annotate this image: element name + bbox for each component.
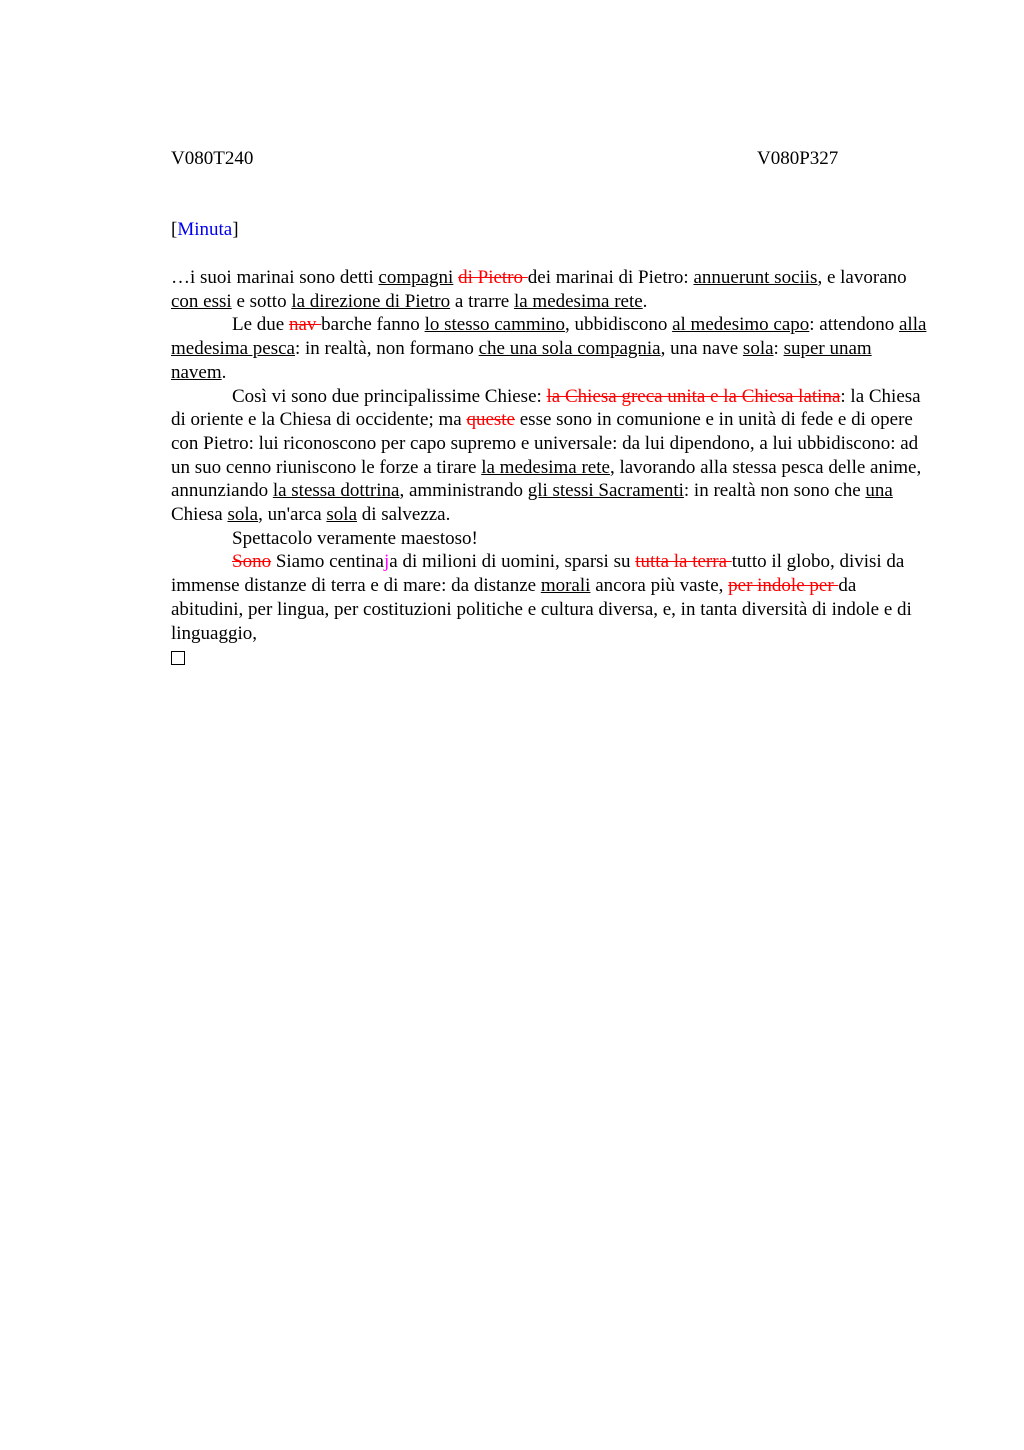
text-span: : la Chiesa di oriente e la Chiesa di occidente; ma (171, 385, 921, 431)
underlined-text: sola (742, 338, 774, 360)
text-span: . (221, 361, 227, 383)
text-span: di salvezza. (357, 504, 451, 526)
underlined-text: alla medesima pesca (171, 314, 927, 360)
underlined-text: al medesimo capo (672, 314, 810, 336)
underlined-text: la medesima rete (513, 290, 643, 312)
minuta-label (171, 219, 239, 241)
text-span: da abitudini, per lingua, per costituzioni politiche e cultura diversa, e, in tanta diversità di indole e di linguaggio, (171, 575, 912, 644)
minuta-close-bracket: ] (232, 219, 239, 240)
underlined-text: compagni (378, 267, 454, 288)
text-span: , un'arca (258, 504, 327, 526)
underlined-text: sola (227, 504, 259, 526)
deleted-text: di Pietro (458, 267, 528, 288)
inserted-text: j (384, 551, 390, 573)
text-span: …i suoi marinai sono detti (171, 267, 379, 288)
text-span: : in realtà non sono che (683, 480, 866, 502)
text-span: , ubbidiscono (564, 314, 673, 336)
minuta-link: Minuta (177, 219, 233, 240)
header-right-code: V080P327 (757, 148, 839, 169)
deleted-text: queste (466, 409, 515, 431)
paragraph-5 (171, 550, 931, 645)
manuscript-text (171, 266, 931, 672)
deleted-text: nav (288, 314, 322, 336)
text-span: : attendono (809, 314, 899, 336)
text-span: ancora più vaste, (590, 575, 729, 597)
deleted-text: Sono (232, 551, 272, 573)
text-span: Siamo centina (271, 551, 384, 573)
underlined-text: la stessa dottrina (272, 480, 400, 502)
paragraph-4 (171, 527, 931, 551)
text-span: , e lavorano (817, 267, 907, 288)
deleted-text: la Chiesa greca unita e la Chiesa latina (546, 385, 841, 407)
paragraph-3 (171, 385, 931, 527)
text-span: a di milioni di uomini, sparsi su (389, 551, 636, 573)
underlined-text: che una sola compagnia (478, 338, 661, 360)
underlined-text: lo stesso cammino (424, 314, 565, 336)
text-span: : in realtà, non formano (294, 338, 479, 360)
header-left-code: V080T240 (171, 148, 254, 169)
text-span: barche fanno (321, 314, 425, 336)
text-span: , lavorando alla stessa pesca delle anime, annunziando (171, 456, 922, 502)
underlined-text: annuerunt sociis (693, 267, 818, 288)
underlined-text: con essi (171, 290, 232, 312)
text-span: Così vi sono due principalissime Chiese: (232, 385, 547, 407)
text-span: a trarre (450, 290, 514, 312)
underlined-text: super unam navem (171, 338, 872, 383)
square-icon (171, 651, 185, 665)
text-span: Spettacolo veramente maestoso! (232, 527, 478, 549)
underlined-text: morali (540, 575, 591, 597)
text-span: . (642, 290, 648, 312)
text-span: , amministrando (399, 480, 528, 502)
text-span: esse sono in comunione e in unità di fede e di opere con Pietro: lui riconoscono per capo supremo e universale: da lui dipendono, a lui ubbidiscono: ad un suo cenno riuniscono le forze a tirare (171, 409, 919, 478)
text-span: dei marinai di Pietro: (527, 267, 694, 288)
text-span: tutto il globo, divisi da immense distanze di terra e di mare: da distanze (171, 551, 905, 597)
end-marker-row (171, 645, 931, 672)
underlined-text: sola (326, 504, 357, 526)
text-span: , una nave (660, 338, 743, 360)
paragraph-2 (171, 313, 931, 384)
underlined-text: la medesima rete (481, 456, 610, 478)
text-span: e sotto (231, 290, 292, 312)
minuta-open-bracket: [ (171, 219, 178, 240)
text-span: Le due (232, 314, 289, 336)
underlined-text: la direzione di Pietro (291, 290, 451, 312)
underlined-text: gli stessi Sacramenti (527, 480, 684, 502)
deleted-text: tutta la terra (635, 551, 732, 573)
underlined-text: una (865, 480, 893, 502)
deleted-text: per indole per (728, 575, 839, 597)
text-span: : (773, 338, 784, 360)
paragraph-1 (171, 266, 931, 313)
text-span: Chiesa (171, 504, 228, 526)
